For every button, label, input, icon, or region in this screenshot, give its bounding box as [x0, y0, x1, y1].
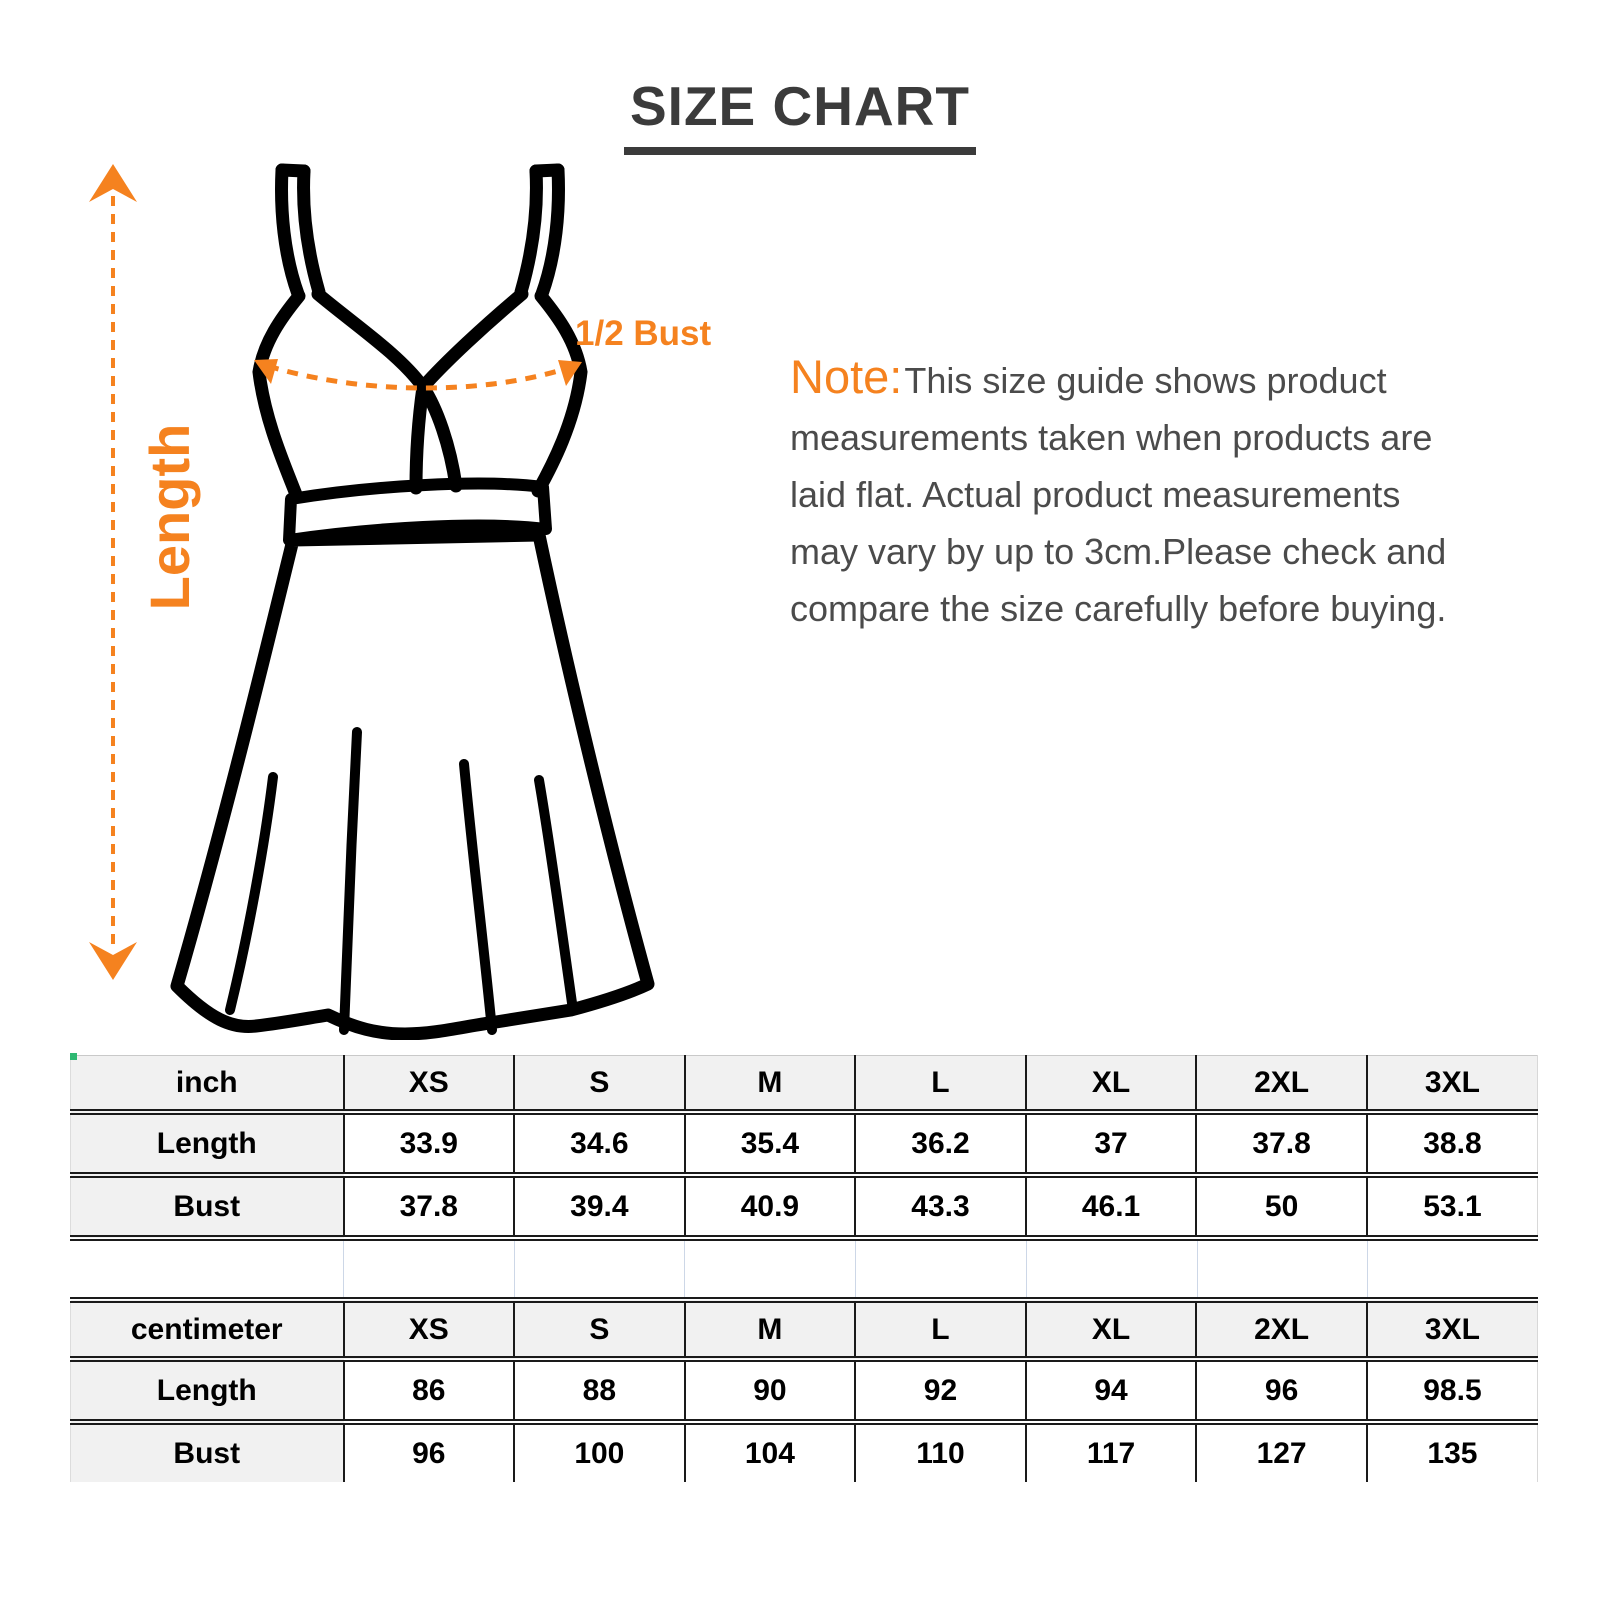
value-cell: 37.8 — [344, 1175, 515, 1238]
centimeter-size-table — [70, 1297, 1538, 1482]
value-cell: 36.2 — [855, 1112, 1026, 1175]
size-header-cell: M — [685, 1056, 856, 1113]
size-header-cell: 3XL — [1367, 1056, 1538, 1113]
size-header-cell: 3XL — [1367, 1300, 1538, 1359]
value-cell: 110 — [855, 1422, 1026, 1482]
value-cell: 43.3 — [855, 1175, 1026, 1238]
dress-straps — [282, 170, 559, 294]
size-tables — [70, 1055, 1538, 1482]
value-cell: 86 — [344, 1359, 515, 1422]
note-line: may vary by up to 3cm.Please check and — [790, 531, 1447, 572]
table-row — [71, 1422, 1538, 1482]
size-header-cell: XS — [344, 1300, 515, 1359]
table-row — [71, 1175, 1538, 1238]
table-header-row — [71, 1056, 1538, 1113]
size-header-cell: L — [855, 1300, 1026, 1359]
value-cell: 100 — [514, 1422, 685, 1482]
value-cell: 104 — [685, 1422, 856, 1482]
page-title-wrap — [0, 74, 1600, 155]
size-header-cell: 2XL — [1196, 1300, 1367, 1359]
row-label-cell: Length — [71, 1112, 344, 1175]
note-line — [790, 348, 1570, 409]
value-cell: 135 — [1367, 1422, 1538, 1482]
table-row — [71, 1112, 1538, 1175]
size-header-cell: 2XL — [1196, 1056, 1367, 1113]
value-cell: 98.5 — [1367, 1359, 1538, 1422]
unit-header-cell: inch — [71, 1056, 344, 1113]
value-cell: 53.1 — [1367, 1175, 1538, 1238]
table-row — [71, 1359, 1538, 1422]
note-prefix: Note: — [790, 350, 903, 403]
value-cell: 90 — [685, 1359, 856, 1422]
note-line: compare the size carefully before buying. — [790, 588, 1447, 629]
row-label-cell: Bust — [71, 1175, 344, 1238]
note-line: measurements taken when products are — [790, 417, 1433, 458]
row-label-cell: Bust — [71, 1422, 344, 1482]
value-cell: 117 — [1026, 1422, 1197, 1482]
value-cell: 127 — [1196, 1422, 1367, 1482]
value-cell: 96 — [1196, 1359, 1367, 1422]
value-cell: 40.9 — [685, 1175, 856, 1238]
corner-mark — [70, 1053, 77, 1060]
note-block — [790, 348, 1570, 637]
value-cell: 92 — [855, 1359, 1026, 1422]
page-title: SIZE CHART — [624, 74, 976, 155]
inch-size-table — [70, 1055, 1538, 1241]
value-cell: 37.8 — [1196, 1112, 1367, 1175]
note-line: laid flat. Actual product measurements — [790, 474, 1401, 515]
arrowhead-down-icon — [89, 942, 137, 980]
half-bust-label: 1/2 Bust — [575, 314, 712, 353]
size-header-cell: XL — [1026, 1300, 1197, 1359]
value-cell: 96 — [344, 1422, 515, 1482]
value-cell: 35.4 — [685, 1112, 856, 1175]
size-header-cell: S — [514, 1300, 685, 1359]
size-header-cell: XL — [1026, 1056, 1197, 1113]
unit-header-cell: centimeter — [71, 1300, 344, 1359]
value-cell: 38.8 — [1367, 1112, 1538, 1175]
value-cell: 39.4 — [514, 1175, 685, 1238]
note-text: This size guide shows product — [904, 360, 1387, 401]
value-cell: 34.6 — [514, 1112, 685, 1175]
value-cell: 88 — [514, 1359, 685, 1422]
size-header-cell: XS — [344, 1056, 515, 1113]
value-cell: 46.1 — [1026, 1175, 1197, 1238]
row-label-cell: Length — [71, 1359, 344, 1422]
value-cell: 37 — [1026, 1112, 1197, 1175]
value-cell: 33.9 — [344, 1112, 515, 1175]
spreadsheet-gridlines — [70, 1241, 1538, 1297]
dress-skirt — [177, 535, 648, 1034]
length-label: Length — [138, 423, 201, 611]
table-header-row — [71, 1300, 1538, 1359]
value-cell: 94 — [1026, 1359, 1197, 1422]
size-header-cell: L — [855, 1056, 1026, 1113]
value-cell: 50 — [1196, 1175, 1367, 1238]
size-header-cell: M — [685, 1300, 856, 1359]
size-header-cell: S — [514, 1056, 685, 1113]
dress-bodice — [259, 294, 581, 497]
